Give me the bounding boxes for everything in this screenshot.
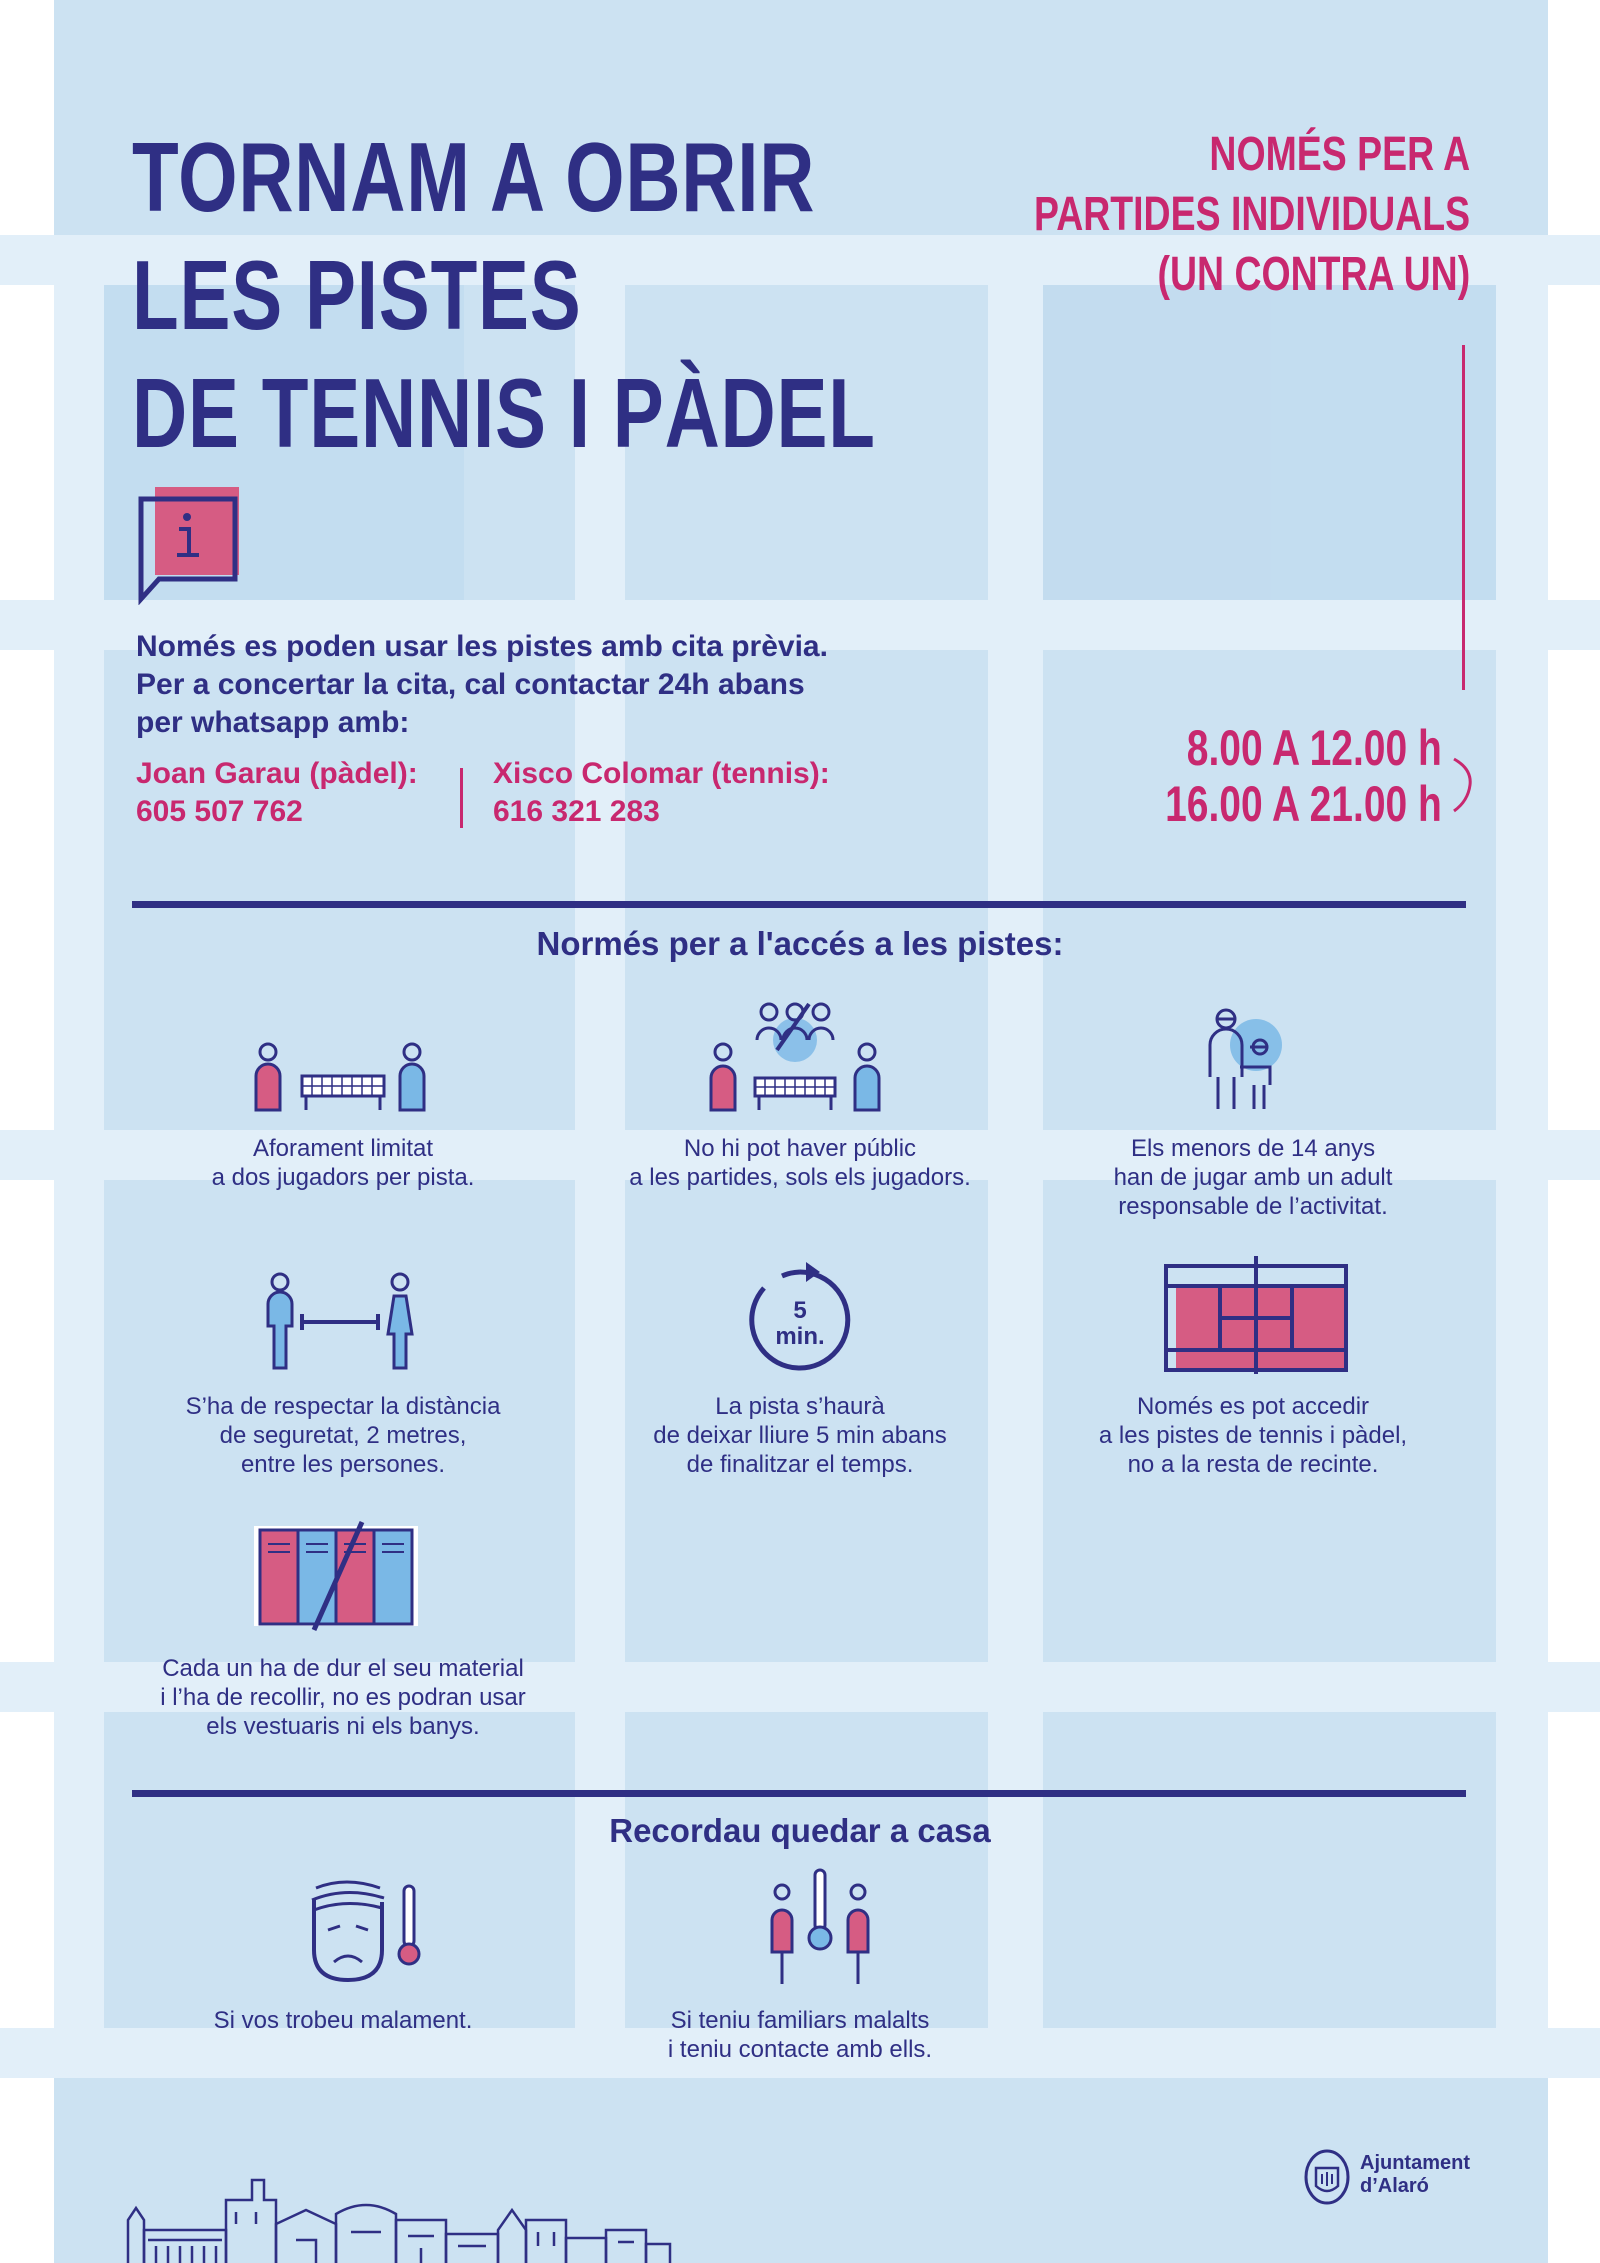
contact-phone[interactable]: 616 321 283 — [493, 795, 660, 828]
caption-line: han de jugar amb un adult — [1113, 1164, 1393, 1191]
caption-line: S’ha de respectar la distància — [185, 1393, 501, 1420]
caption-line: no a la resta de recinte. — [1127, 1451, 1379, 1478]
town-seal-icon — [1302, 2148, 1352, 2206]
section-divider — [132, 1790, 1466, 1797]
rule-caption — [590, 1134, 1010, 1192]
title-line: LES PISTES — [132, 240, 582, 350]
stay-home-caption — [590, 2006, 1010, 2064]
rules-heading: Normés per a l'accés a les pistes: — [536, 925, 1064, 962]
info-speech-bubble-icon — [137, 487, 247, 605]
hours-morning: 8.00 A 12.00 h — [1186, 720, 1442, 776]
contact-name: Joan Garau (pàdel): — [136, 757, 418, 790]
caption-line: responsable de l’activitat. — [1118, 1193, 1388, 1220]
timer-unit: min. — [775, 1323, 825, 1350]
rule-caption — [133, 1654, 553, 1741]
note-line: PARTIDES INDIVIDUALS — [1033, 188, 1470, 241]
note-line: (UN CONTRA UN) — [1157, 248, 1470, 301]
caption-line: de finalitzar el temps. — [686, 1451, 914, 1478]
contact-padel — [136, 755, 418, 831]
contact-tennis — [493, 755, 830, 831]
adult-with-child-icon — [1200, 1005, 1290, 1111]
caption-line: a dos jugadors per pista. — [211, 1164, 475, 1191]
sick-family-icon — [770, 1868, 870, 1986]
contact-divider — [460, 768, 463, 828]
court-icon — [1160, 1256, 1350, 1376]
village-skyline-icon — [126, 2160, 672, 2263]
logo-line: Ajuntament — [1360, 2152, 1470, 2174]
caption-line: Cada un ha de dur el seu material — [162, 1655, 524, 1682]
contact-name: Xisco Colomar (tennis): — [493, 757, 830, 790]
no-public-icon — [705, 1000, 885, 1112]
caption-line: de deixar lliure 5 min abans — [653, 1422, 947, 1449]
lockers-crossed-icon — [250, 1520, 426, 1632]
singles-only-note — [1034, 125, 1470, 305]
contact-phone[interactable]: 605 507 762 — [136, 795, 303, 828]
caption-line: de seguretat, 2 metres, — [219, 1422, 467, 1449]
caption-line: Només es pot accedir — [1136, 1393, 1370, 1420]
timer-label — [742, 1298, 858, 1350]
hours-brace-icon — [1448, 755, 1478, 815]
caption-line: No hi pot haver públic — [683, 1135, 917, 1162]
caption-line: entre les persones. — [240, 1451, 446, 1478]
sick-face-thermometer-icon — [306, 1880, 428, 1984]
title-line: TORNAM A OBRIR — [132, 122, 816, 232]
caption-line: i l’ha de recollir, no es podran usar — [160, 1684, 526, 1711]
section-divider — [132, 901, 1466, 908]
poster-title — [132, 118, 876, 472]
timer-icon — [742, 1262, 858, 1378]
caption-line: a les partides, sols els jugadors. — [629, 1164, 971, 1191]
distance-icon — [260, 1272, 420, 1372]
logo-line: d’Alaró — [1360, 2175, 1429, 2197]
two-players-net-icon — [250, 1040, 440, 1112]
rule-caption — [133, 1392, 553, 1479]
appointment-info: Només es poden usar les pistes amb cita prèvia. Per a concertar la cita, cal contactar 24h abans per whatsapp amb: — [136, 630, 828, 739]
rule-caption — [1043, 1392, 1463, 1479]
caption-line: Si vos trobeu malament. — [213, 2007, 473, 2034]
vertical-divider — [1462, 345, 1465, 690]
rule-caption — [133, 1134, 553, 1192]
timer-number: 5 — [793, 1297, 807, 1324]
caption-line: Els menors de 14 anys — [1130, 1135, 1376, 1162]
note-line: NOMÉS PER A — [1209, 128, 1470, 181]
caption-line: La pista s’haurà — [715, 1393, 885, 1420]
town-hall-logo-text — [1360, 2152, 1470, 2198]
caption-line: a les pistes de tennis i pàdel, — [1098, 1422, 1408, 1449]
rule-caption — [1043, 1134, 1463, 1221]
rule-caption — [590, 1392, 1010, 1479]
caption-line: i teniu contacte amb ells. — [667, 2036, 933, 2063]
opening-hours — [1165, 720, 1442, 832]
stay-home-heading: Recordau quedar a casa — [609, 1812, 991, 1849]
caption-line: els vestuaris ni els banys. — [206, 1713, 480, 1740]
stay-home-caption — [133, 2006, 553, 2035]
title-line: DE TENNIS I PÀDEL — [132, 358, 876, 468]
hours-afternoon: 16.00 A 21.00 h — [1165, 776, 1442, 832]
caption-line: Aforament limitat — [252, 1135, 434, 1162]
caption-line: Si teniu familiars malalts — [670, 2007, 930, 2034]
